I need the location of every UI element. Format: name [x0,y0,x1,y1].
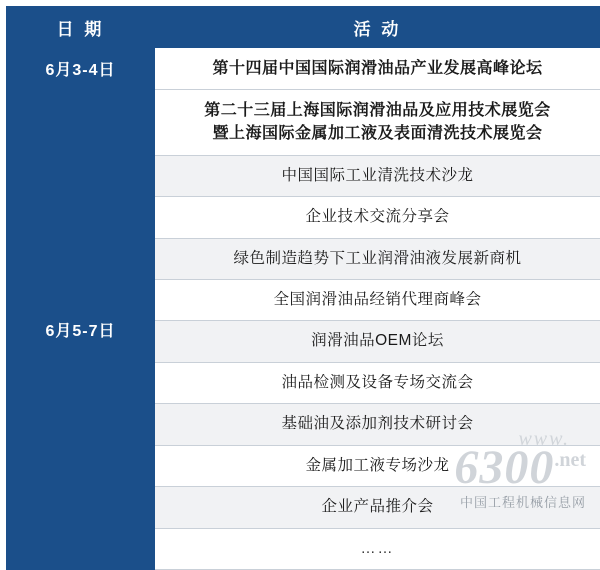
event-cell: 金属加工液专场沙龙 [155,445,600,486]
date-cell-group-1: 6月3-4日 [7,48,155,90]
table-row [7,48,600,90]
event-schedule-table [6,6,600,570]
table-row [7,90,600,155]
event-cell: 企业技术交流分享会 [155,197,600,238]
event-cell: 中国国际工业清洗技术沙龙 [155,155,600,196]
event-cell: 第二十三届上海国际润滑油品及应用技术展览会 暨上海国际金属加工液及表面清洗技术展览会 [155,90,600,155]
column-header-event: 活 动 [155,7,600,48]
event-cell: 第十四届中国国际润滑油品产业发展高峰论坛 [155,48,600,90]
event-cell: 基础油及添加剂技术研讨会 [155,404,600,445]
event-cell: 绿色制造趋势下工业润滑油液发展新商机 [155,238,600,279]
watermark-www: www. [518,428,570,451]
watermark-brand-text: 6300 [454,441,554,494]
header-row [7,7,600,48]
table-header [7,7,600,48]
event-cell: …… [155,528,600,569]
table-body [7,48,600,570]
event-cell: 油品检测及设备专场交流会 [155,362,600,403]
watermark-site-name: 中国工程机械信息网 [454,492,586,511]
column-header-date: 日 期 [7,7,155,48]
event-cell: 企业产品推介会 [155,487,600,528]
date-cell-group-2: 6月5-7日 [7,90,155,569]
event-cell: 润滑油品OEM论坛 [155,321,600,362]
watermark-tld: .net [554,449,586,471]
event-cell: 全国润滑油品经销代理商峰会 [155,279,600,320]
